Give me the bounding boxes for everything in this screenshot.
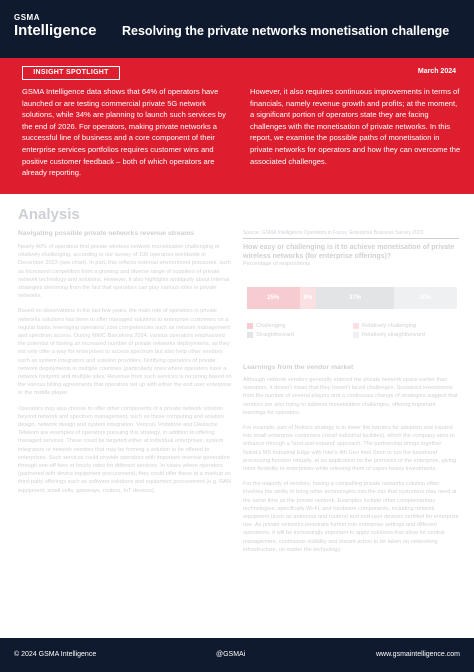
vendor-section-heading: Learnings from the vendor market — [243, 364, 354, 371]
figure-source-label: Source: GSMA Intelligence Operators in Focus: Enterprise Business Survey 2023 — [243, 230, 459, 239]
legend-label: Challenging — [256, 323, 286, 329]
vendor-paragraph: Although network vendors generally entered the private network space earlier than operators, it doesn't mean that they haven't faced challenges. Sustained investments from the number of several players and a continuous change of strategies suggest that vendors are also trying to address monetisation challenges, offering important learnings for operators. — [243, 377, 458, 416]
report-title: Resolving the private networks monetisation challenge — [122, 24, 450, 38]
legend-label: Relatively straightforward — [362, 332, 425, 338]
bar-data-label: 25% — [267, 295, 280, 301]
analysis-section-heading: Navigating possible private networks revenue streams — [18, 230, 195, 237]
legend-item — [353, 323, 459, 329]
legend-item — [247, 332, 353, 338]
logo-top-text: GSMA — [14, 13, 40, 22]
analysis-paragraph: Operators may also choose to offer other components of a private network solution beyond network and spectrum management, such as those computing and solution design, network design and system integration. Verizon, Vodafone and Deutsche Telekom are examples of operators pursuing this strategy, in addition to offering managed services. These could be targeted either at individual enterprises, system integrators or network vendors that may be forming a solution to be offered to enterprises. Such services could provide operators with important revenue generation through one-off fees or hourly rates for different services. In cases where operators (partnered with device equipment procurement), they could offer these at a markup on third-party offerings such as software solutions and equipment procurement (e.g. RAN equipment, small cells, gateways, routers, IoT devices). — [18, 405, 231, 494]
legend-swatch — [247, 323, 253, 329]
bar-data-label: 37% — [349, 295, 362, 301]
bar-segment-challenging — [247, 287, 300, 309]
bar-segment-straightforward — [316, 287, 394, 309]
logo-main-text: Intelligence — [14, 22, 97, 39]
insight-spotlight-panel — [0, 58, 474, 194]
bar-segment-relatively-straightforward — [394, 287, 457, 309]
legend-swatch — [353, 323, 359, 329]
vendor-paragraph: For the majority of vendors, having a compelling private networks solution often involves the ability to bring other technologies into the mix that customers may need at the same time as the private network. Examples include other complementary technologies, specifically Wi-Fi, and hardware components, including network equipment (such as antennas and routers) and end-user devices certified for enterprise use. As private networks penetrate further into enterprise settings and different operations, it will be increasingly important to apply solutions that allow for central management, continuous visibility and instant action to be taken on networking infrastructure, no matter the technology. — [243, 481, 459, 553]
report-date: March 2024 — [417, 68, 456, 75]
chart-legend — [247, 323, 459, 338]
bar-data-label: 30% — [419, 295, 432, 301]
footer-copyright: © 2024 GSMA Intelligence — [14, 651, 97, 658]
analysis-paragraph: Based on observations in the last few years, the main role of operators in private networks solutions has been to offer managed solutions to enterprise customers on a regular basis, leveraging operators' core competencies such as network management and spectrum access. During MWC Barcelona 2024, various operators emphasised the potential of having an increased number of private networks deployments, as they not only offer a way for enterprises to access spectrum but also help other vendors such as system integrators and solution providers. Notifying operators of private network deployments in multiple countries (particularly ones where operators have a network footprint and multiple sites. Revenue from such services is recurring based on the various billing agreements that operators set up with either the end user enterprise or the middle player. — [18, 308, 232, 397]
spotlight-left-text: GSMA Intelligence data shows that 64% of operators have launched or are testing commercial private 5G network solutions, while 34% are planning to launch such services by the end of 2026. For operators, making private networks a successful line of business and a core component of their enterprise services portfolios requires customer wins and positive customer feedback – both of which operators are already reporting. — [22, 87, 226, 178]
analysis-right-column — [243, 230, 459, 561]
legend-label: Relatively challenging — [362, 323, 417, 329]
legend-swatch — [353, 332, 359, 338]
vendor-paragraph: For example, part of Nokia's strategy is to lower the barriers for adoption and expand into small enterprise customers (small industrial facilities), which the company aims to enhance through a 'land-and-expand' approach. The partnership brings together Nokia's MX Industrial Edge with Intel's 4th Gen Intel Xeon to run the baseband processing function virtually, at an application on the premises of the enterprise, giving more flexibility to enterprises while relieving them of capex-heavy investments. — [243, 425, 457, 473]
footer-social-handle[interactable]: @GSMAi — [216, 651, 246, 658]
gsma-intelligence-logo[interactable] — [14, 14, 97, 38]
footer-website-link[interactable]: www.gsmaintelligence.com — [375, 651, 460, 658]
spotlight-right-text: However, it also requires continuous improvements in terms of financials, namely revenue growth and profits; at the moment, a significant portion of operators state they are facing challenges with the monetisation of private networks. In this report, we examine the possible paths of monetisation in private networks for operators and how they can overcome the associated challenges. — [250, 87, 461, 166]
legend-item — [247, 323, 353, 329]
header-bar — [0, 0, 474, 58]
insight-spotlight-badge: INSIGHT SPOTLIGHT — [22, 66, 120, 80]
analysis-left-column — [18, 230, 232, 502]
figure-title: How easy or challenging is it to achieve monetisation of private wireless networks (for enterprise offerings)? — [243, 244, 455, 260]
legend-item — [353, 332, 459, 338]
analysis-heading: Analysis — [18, 206, 80, 223]
figure-subtitle: Percentage of respondents — [243, 261, 311, 267]
footer-bar — [0, 638, 474, 672]
legend-label: Straightforward — [256, 332, 294, 338]
analysis-paragraph: Nearly 40% of operators find private wireless network monetisation challenging or relatively challenging, according to our survey of 100 operators worldwide in December 2023 (see chart). In part, this reflects external environment pressures, such as increased competition from a growing and diverse range of suppliers of private network technology and solutions. However, it also highlights ambiguity about internal strategies stemming from the fact that operators can play various roles in private networks. — [18, 244, 232, 300]
monetisation-stacked-bar — [247, 287, 457, 309]
bar-segment-relatively-challenging — [300, 287, 317, 309]
legend-swatch — [247, 332, 253, 338]
bar-data-label: 8% — [303, 295, 313, 301]
